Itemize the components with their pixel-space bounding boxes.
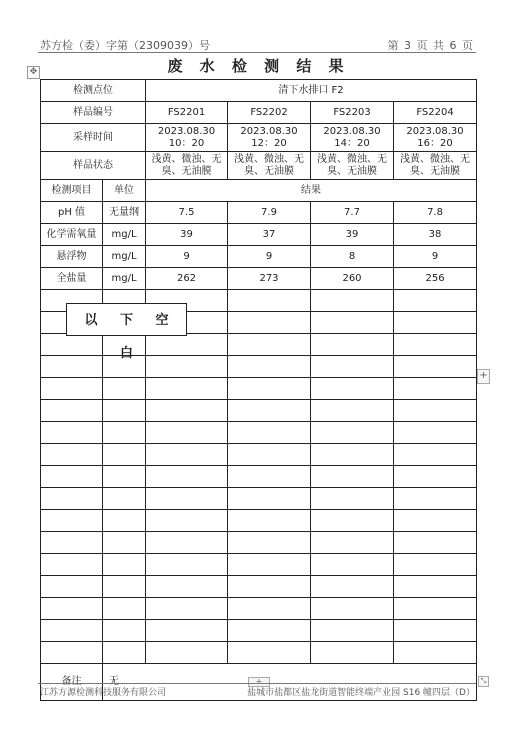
- blank-cell[interactable]: [311, 422, 394, 444]
- item-name[interactable]: pH 值: [41, 202, 103, 224]
- blank-cell[interactable]: [103, 444, 146, 466]
- result-value[interactable]: 39: [146, 224, 228, 246]
- blank-cell[interactable]: [146, 620, 228, 642]
- blank-cell[interactable]: [394, 312, 477, 334]
- result-value[interactable]: 262: [146, 268, 228, 290]
- blank-cell[interactable]: [228, 290, 311, 312]
- blank-cell[interactable]: [311, 444, 394, 466]
- blank-cell[interactable]: [103, 576, 146, 598]
- company-address: 盐城市盐都区盐龙街道智能终端产业园 S16 幢四层（D）: [247, 688, 475, 698]
- blank-cell[interactable]: [41, 554, 103, 576]
- blank-cell[interactable]: [146, 532, 228, 554]
- sample-clock: 14：20: [334, 137, 370, 149]
- item-unit[interactable]: mg/L: [103, 246, 146, 268]
- blank-cell[interactable]: [311, 598, 394, 620]
- header-divider: [38, 52, 476, 53]
- sample-date: 2023.08.30: [157, 125, 216, 137]
- result-value[interactable]: 7.8: [394, 202, 477, 224]
- blank-cell[interactable]: [311, 356, 394, 378]
- item-name[interactable]: 悬浮物: [41, 246, 103, 268]
- blank-cell[interactable]: [146, 422, 228, 444]
- row-column-headers: [41, 180, 477, 202]
- item-unit[interactable]: 无量纲: [103, 202, 146, 224]
- blank-cell[interactable]: [311, 620, 394, 642]
- point-value[interactable]: 清下水排口 F2: [146, 80, 477, 102]
- sample-time[interactable]: [394, 124, 477, 152]
- result-value[interactable]: 39: [311, 224, 394, 246]
- sample-date: 2023.08.30: [240, 125, 298, 137]
- blank-cell[interactable]: [228, 444, 311, 466]
- blank-cell[interactable]: [146, 356, 228, 378]
- sample-time[interactable]: [146, 124, 228, 152]
- item-unit[interactable]: mg/L: [103, 224, 146, 246]
- result-value[interactable]: 7.9: [228, 202, 311, 224]
- item-unit[interactable]: mg/L: [103, 268, 146, 290]
- blank-row: [41, 642, 477, 664]
- sample-id[interactable]: FS2202: [228, 102, 311, 124]
- blank-cell[interactable]: [41, 642, 103, 664]
- result-value[interactable]: 9: [228, 246, 311, 268]
- add-column-icon[interactable]: +: [477, 369, 490, 384]
- blank-cell[interactable]: [228, 510, 311, 532]
- sample-state[interactable]: 浅黄、微浊、无臭、无油膜: [394, 152, 477, 180]
- blank-cell[interactable]: [146, 400, 228, 422]
- label-point: 检测点位: [41, 80, 146, 102]
- add-row-icon[interactable]: +: [248, 677, 270, 687]
- blank-cell[interactable]: [228, 356, 311, 378]
- blank-cell[interactable]: [41, 510, 103, 532]
- blank-cell[interactable]: [146, 510, 228, 532]
- blank-cell[interactable]: [228, 422, 311, 444]
- blank-cell[interactable]: [146, 466, 228, 488]
- blank-cell[interactable]: [311, 510, 394, 532]
- sample-id[interactable]: FS2203: [311, 102, 394, 124]
- blank-cell[interactable]: [103, 532, 146, 554]
- blank-row: [41, 554, 477, 576]
- blank-row: [41, 510, 477, 532]
- blank-cell[interactable]: [146, 488, 228, 510]
- result-value[interactable]: 260: [311, 268, 394, 290]
- blank-cell[interactable]: [228, 378, 311, 400]
- label-sample-state: 样品状态: [41, 152, 146, 180]
- blank-cell[interactable]: [394, 576, 477, 598]
- blank-row: [41, 532, 477, 554]
- item-name[interactable]: 化学需氧量: [41, 224, 103, 246]
- blank-cell[interactable]: [311, 642, 394, 664]
- blank-cell[interactable]: [228, 400, 311, 422]
- table-row: [41, 202, 477, 224]
- blank-cell[interactable]: [394, 444, 477, 466]
- blank-cell[interactable]: [394, 422, 477, 444]
- blank-row: [41, 466, 477, 488]
- company-name: 江苏方源检测科技服务有限公司: [40, 688, 167, 698]
- sample-state[interactable]: 浅黄、微浊、无臭、无油膜: [228, 152, 311, 180]
- blank-cell[interactable]: [228, 466, 311, 488]
- blank-cell[interactable]: [394, 532, 477, 554]
- blank-cell[interactable]: [146, 554, 228, 576]
- blank-row: [41, 620, 477, 642]
- blank-cell[interactable]: [311, 334, 394, 356]
- blank-cell[interactable]: [146, 598, 228, 620]
- blank-cell[interactable]: [41, 356, 103, 378]
- sample-state[interactable]: 浅黄、微浊、无臭、无油膜: [146, 152, 228, 180]
- result-value[interactable]: 8: [311, 246, 394, 268]
- blank-cell[interactable]: [41, 598, 103, 620]
- blank-cell[interactable]: [311, 488, 394, 510]
- blank-row: [41, 356, 477, 378]
- blank-cell[interactable]: [394, 466, 477, 488]
- blank-cell[interactable]: [41, 532, 103, 554]
- report-number: 苏方检（委）字第（2309039）号: [40, 39, 210, 52]
- result-value[interactable]: 9: [394, 246, 477, 268]
- row-sample-state: [41, 152, 477, 180]
- blank-cell[interactable]: [228, 576, 311, 598]
- blank-cell[interactable]: [41, 444, 103, 466]
- blank-cell[interactable]: [394, 334, 477, 356]
- sample-time[interactable]: [228, 124, 311, 152]
- blank-cell[interactable]: [41, 422, 103, 444]
- blank-cell[interactable]: [311, 466, 394, 488]
- blank-cell[interactable]: [228, 620, 311, 642]
- blank-cell[interactable]: [311, 378, 394, 400]
- blank-cell[interactable]: [394, 356, 477, 378]
- blank-cell[interactable]: [103, 400, 146, 422]
- sample-time[interactable]: [311, 124, 394, 152]
- page-indicator: 第 3 页 共 6 页: [387, 39, 474, 52]
- result-value[interactable]: 37: [228, 224, 311, 246]
- remark-value[interactable]: 无: [103, 664, 477, 701]
- sample-date: 2023.08.30: [406, 125, 464, 137]
- blank-cell[interactable]: [103, 554, 146, 576]
- label-unit: 单位: [103, 180, 146, 202]
- result-table: [40, 79, 477, 701]
- blank-cell[interactable]: [41, 576, 103, 598]
- result-value[interactable]: 7.5: [146, 202, 228, 224]
- blank-cell[interactable]: [394, 290, 477, 312]
- result-value[interactable]: 7.7: [311, 202, 394, 224]
- blank-cell[interactable]: [228, 598, 311, 620]
- blank-row: [41, 422, 477, 444]
- result-value[interactable]: 9: [146, 246, 228, 268]
- blank-row: [41, 444, 477, 466]
- blank-cell[interactable]: [228, 642, 311, 664]
- blank-cell[interactable]: [394, 598, 477, 620]
- result-value[interactable]: 273: [228, 268, 311, 290]
- blank-row: [41, 488, 477, 510]
- result-value[interactable]: 38: [394, 224, 477, 246]
- table-move-handle-icon[interactable]: ✥: [27, 66, 40, 79]
- footer-divider: [38, 683, 476, 684]
- blank-row: [41, 378, 477, 400]
- blank-cell[interactable]: [311, 576, 394, 598]
- blank-cell[interactable]: [103, 620, 146, 642]
- blank-row: [41, 400, 477, 422]
- label-item: 检测项目: [41, 180, 103, 202]
- blank-cell[interactable]: [228, 532, 311, 554]
- blank-cell[interactable]: [146, 576, 228, 598]
- blank-cell[interactable]: [41, 378, 103, 400]
- blank-cell[interactable]: [394, 400, 477, 422]
- blank-cell[interactable]: [146, 378, 228, 400]
- blank-cell[interactable]: [41, 400, 103, 422]
- blank-cell[interactable]: [228, 334, 311, 356]
- sample-clock: 16：20: [417, 137, 453, 149]
- blank-cell[interactable]: [103, 510, 146, 532]
- sample-clock: 12：20: [251, 137, 287, 149]
- blank-cell[interactable]: [103, 642, 146, 664]
- table-row: [41, 246, 477, 268]
- sample-id[interactable]: FS2201: [146, 102, 228, 124]
- result-value[interactable]: 256: [394, 268, 477, 290]
- sample-clock: 10：20: [168, 137, 205, 149]
- blank-cell[interactable]: [228, 488, 311, 510]
- blank-cell[interactable]: [394, 488, 477, 510]
- table-resize-icon[interactable]: ⤡: [478, 676, 489, 687]
- blank-cell[interactable]: [41, 466, 103, 488]
- label-sample-time: 采样时间: [41, 124, 146, 152]
- blank-cell[interactable]: [103, 466, 146, 488]
- row-sample-time: [41, 124, 477, 152]
- item-name[interactable]: 全盐量: [41, 268, 103, 290]
- label-result: 结果: [146, 180, 477, 202]
- blank-cell[interactable]: [394, 510, 477, 532]
- blank-cell[interactable]: [394, 554, 477, 576]
- blank-cell[interactable]: [311, 290, 394, 312]
- label-remark: 备注: [41, 664, 103, 701]
- blank-cell[interactable]: [311, 532, 394, 554]
- blank-cell[interactable]: [394, 642, 477, 664]
- blank-cell[interactable]: [311, 554, 394, 576]
- page-title: 废 水 检 测 结 果: [167, 57, 350, 75]
- table-row: [41, 224, 477, 246]
- blank-row: [41, 598, 477, 620]
- blank-cell[interactable]: [41, 620, 103, 642]
- blank-cell[interactable]: [41, 488, 103, 510]
- blank-cell[interactable]: [228, 312, 311, 334]
- blank-cell[interactable]: [103, 378, 146, 400]
- blank-cell[interactable]: [394, 378, 477, 400]
- row-point: [41, 80, 477, 102]
- row-sample-no: [41, 102, 477, 124]
- sample-date: 2023.08.30: [323, 125, 381, 137]
- blank-cell[interactable]: [311, 400, 394, 422]
- sample-state[interactable]: 浅黄、微浊、无臭、无油膜: [311, 152, 394, 180]
- blank-cell[interactable]: [146, 642, 228, 664]
- blank-cell[interactable]: [146, 444, 228, 466]
- blank-cell[interactable]: [103, 598, 146, 620]
- blank-cell[interactable]: [228, 554, 311, 576]
- table-row: [41, 268, 477, 290]
- blank-cell[interactable]: [103, 488, 146, 510]
- blank-cell[interactable]: [311, 312, 394, 334]
- sample-id[interactable]: FS2204: [394, 102, 477, 124]
- blank-cell[interactable]: [103, 422, 146, 444]
- blank-below-stamp: 以 下 空 白: [66, 303, 187, 336]
- blank-cell[interactable]: [394, 620, 477, 642]
- label-sample-no: 样品编号: [41, 102, 146, 124]
- blank-row: [41, 576, 477, 598]
